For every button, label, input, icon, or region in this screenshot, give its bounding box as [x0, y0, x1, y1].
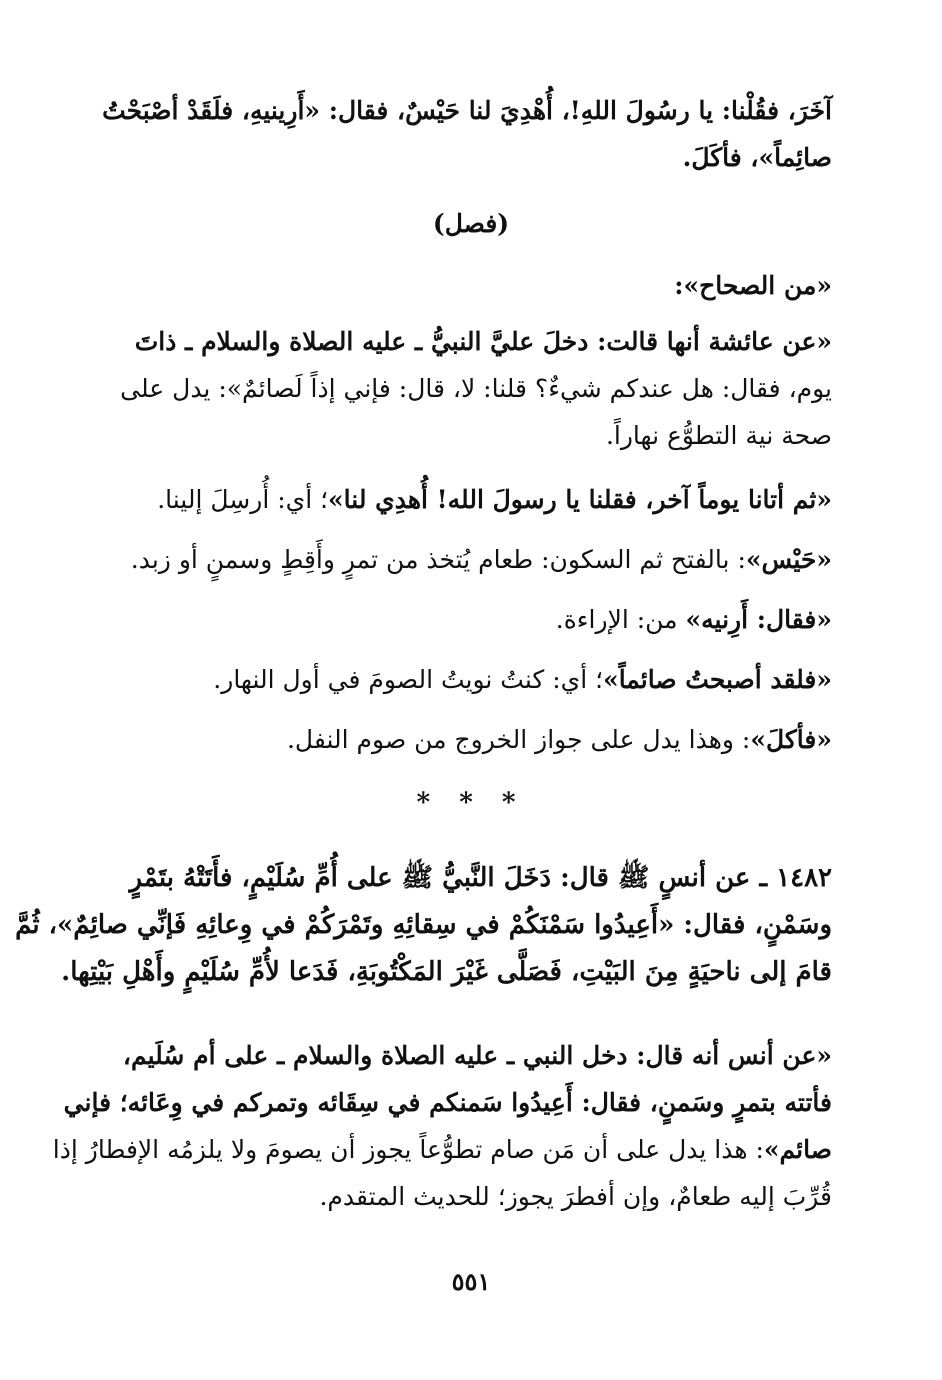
paragraph-commentary-4: [110, 656, 832, 703]
explanation: من: الإراءة.: [555, 605, 686, 634]
text-line: يوم، فقال: هل عندكم شيءٌ؟ قلنا: لا، قال: فإني إذاً لَصائمٌ»: يدل على: [120, 374, 832, 403]
text-line: فأتته بتمرٍ وسَمنٍ، فقال: أَعِيدُوا سَمنكم في سِقَائه وتمركم في وِعَائه؛ فإني: [63, 1088, 832, 1117]
page-number: ٥٥١: [451, 1267, 491, 1296]
paragraph-sihah-label: [110, 262, 832, 309]
quoted-phrase: «ثم أتانا يوماً آخر، فقلنا يا رسولَ الله! أُهدِي لنا»: [328, 485, 832, 514]
text-line: [110, 716, 832, 763]
paragraph-commentary-2: [110, 536, 832, 583]
text-line: [110, 476, 832, 523]
text-line: صحة نية التطوُّع نهاراً.: [605, 421, 832, 450]
paragraph-hadith-continuation: [102, 87, 832, 181]
quoted-phrase: صائم»: [763, 1135, 832, 1164]
explanation: : هذا يدل على أن مَن صام تطوُّعاً يجوز أن يصومَ ولا يلزمُه الإفطارُ إذا: [52, 1135, 764, 1164]
quoted-phrase: «فلقد أصبحتُ صائماً»: [603, 665, 832, 694]
section-heading: (فصل): [432, 209, 510, 238]
paragraph-aisha-commentary: [110, 318, 832, 459]
text-line: آخَرَ، فقُلْنا: يا رسُولَ اللهِ!، أُهْدِيَ لنا حَيْسٌ، فقال: «أَرِينيهِ، فلَقَدْ أصْبَحْتُ: [102, 96, 832, 125]
text-line: [110, 536, 832, 583]
paragraph-hadith-1482: [15, 855, 832, 996]
text-line: وسَمْنٍ، فقال: «أَعِيدُوا سَمْنَكُمْ في سِقائِهِ وتَمْرَكُمْ في وِعائِهِ فَإنِّي صائِمٌ»، ثُمَّ: [15, 910, 832, 940]
paragraph-commentary-1: [110, 476, 832, 523]
section-separator: * * *: [416, 788, 526, 818]
text-line: [110, 596, 832, 643]
text-line: صائِماً»، فأكَلَ.: [682, 143, 832, 172]
explanation: : بالفتح ثم السكون: طعام يُتخذ من تمرٍ وأَقِطٍ وسمنٍ أو زبد.: [130, 545, 746, 574]
quoted-phrase: «فأكلَ»: [750, 725, 832, 754]
paragraph-commentary-3: [110, 596, 832, 643]
quoted-phrase: «حَيْس»: [745, 545, 832, 574]
text-line: [52, 1126, 832, 1173]
quoted-phrase: «فقال: أَرِنيه»: [685, 605, 832, 634]
text-line: «عن أنس أنه قال: دخل النبي ـ عليه الصلاة والسلام ـ على أم سُلَيم،: [122, 1041, 832, 1070]
explanation: ؛ أي: كنتُ نويتُ الصومَ في أول النهار.: [213, 665, 604, 694]
text-line: قُرِّبَ إليه طعامٌ، وإن أفطرَ يجوز؛ للحديث المتقدم.: [319, 1182, 832, 1211]
text-line: «عن عائشة أنها قالت: دخلَ عليَّ النبيُّ ـ عليه الصلاة والسلام ـ ذاتَ: [134, 327, 832, 356]
text-line: [110, 656, 832, 703]
paragraph-anas-commentary: [52, 1032, 832, 1220]
text-line: «من الصحاح»:: [674, 271, 832, 300]
explanation: ؛ أي: أُرسِلَ إلينا.: [157, 485, 329, 514]
text-line: قامَ إلى ناحيَةٍ مِنَ البَيْتِ، فَصَلَّى غَيْرَ المَكْتُوبَةِ، فَدَعا لأُمِّ سُلَيْمٍ وأَهْلِ بَيْتِها.: [61, 957, 832, 987]
text-line: ١٤٨٢ ـ عن أنسٍ ﷺ قال: دَخَلَ النَّبيُّ ﷺ على أُمِّ سُلَيْمٍ، فأَتَتْهُ بتَمْرٍ: [129, 863, 832, 893]
paragraph-commentary-5: [110, 716, 832, 763]
explanation: : وهذا يدل على جواز الخروج من صوم النفل.: [286, 725, 751, 754]
